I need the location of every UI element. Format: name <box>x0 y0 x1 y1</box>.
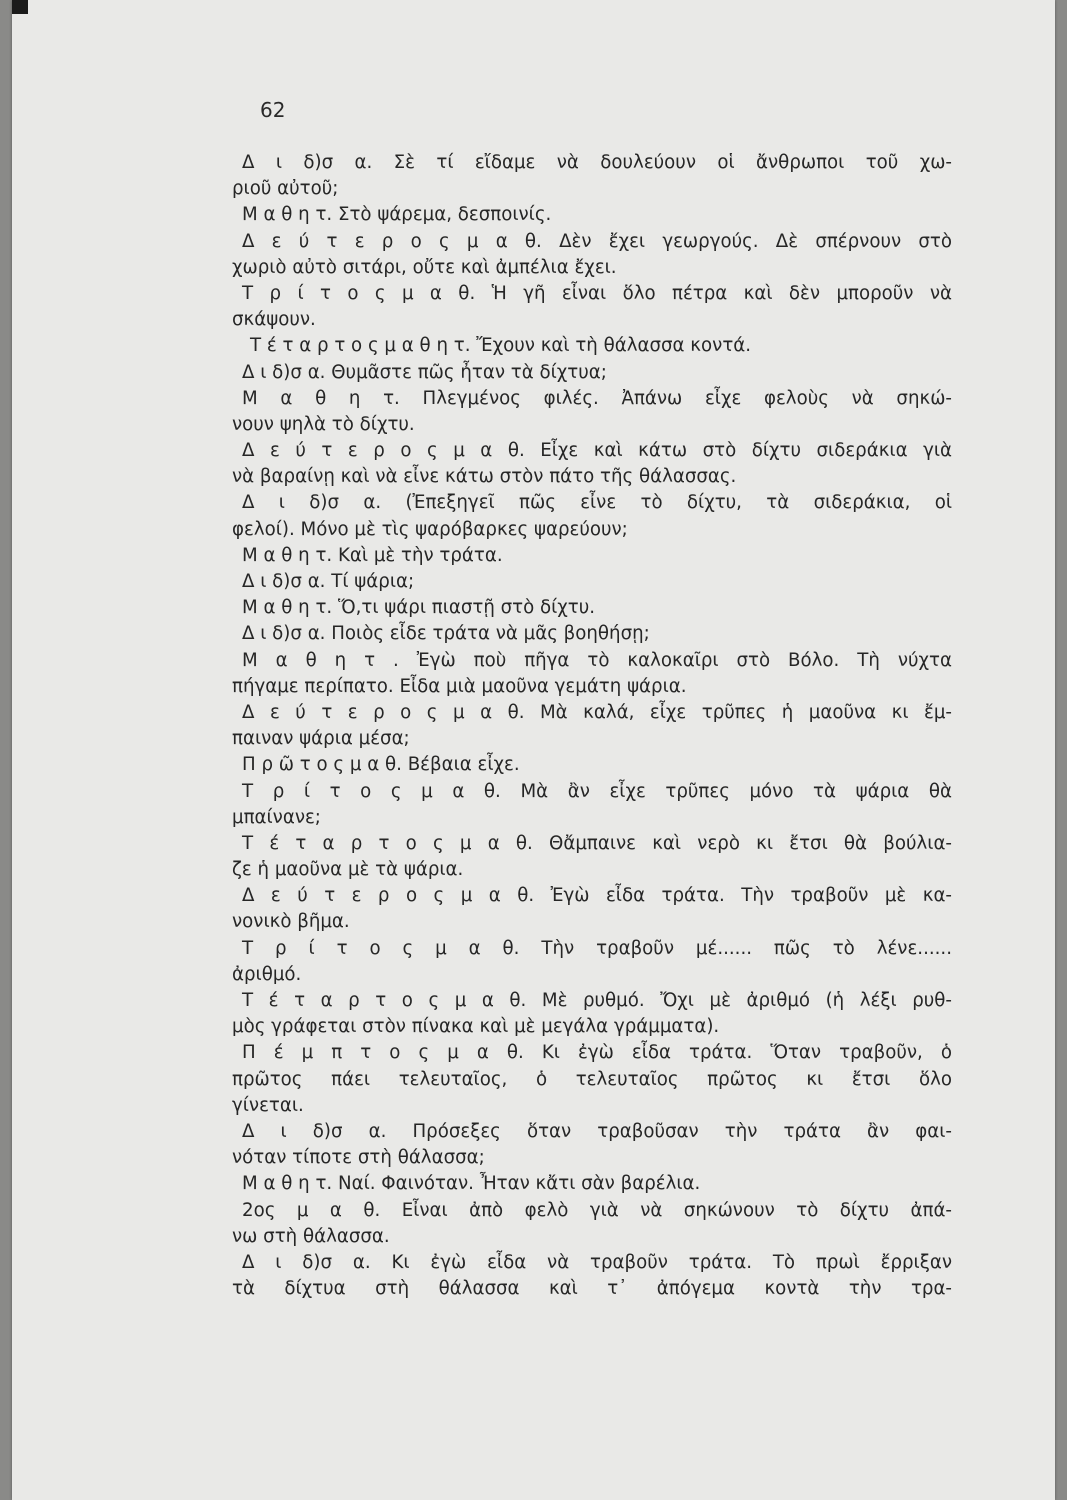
text-line: Τ ρ ί τ ο ς μ α θ. Ἡ γῆ εἶναι ὅλο πέτρα καὶ δὲν μποροῦν νὰ <box>242 282 952 304</box>
text-line: Τ ρ ί τ ο ς μ α θ. Τὴν τραβοῦν μέ...... πῶς τὸ λένε...... <box>242 937 952 959</box>
page-number: 62 <box>260 98 286 122</box>
text-line: τὰ δίχτυα στὴ θάλασσα καὶ τ᾽ ἀπόγεμα κοντὰ τὴν τρα- <box>232 1278 952 1300</box>
text-line: Δ ε ύ τ ε ρ ο ς μ α θ. Μὰ καλά, εἶχε τρῦπες ἡ μαοῦνα κι ἔμ- <box>242 701 952 723</box>
text-line: παιναν ψάρια μέσα; <box>232 728 410 750</box>
text-line: Μ α θ η τ. Ὅ,τι ψάρι πιαστῇ στὸ δίχτυ. <box>242 597 596 619</box>
text-line: Μ α θ η τ. Ναί. Φαινόταν. Ἦταν κἄτι σὰν βαρέλια. <box>242 1173 701 1195</box>
text-line: Δ ι δ)σ α. Πρόσεξες ὅταν τραβοῦσαν τὴν τράτα ἂν φαι- <box>242 1120 952 1142</box>
text-line: Τ έ τ α ρ τ ο ς μ α θ η τ. Ἔχουν καὶ τὴ θάλασσα κοντά. <box>250 335 752 357</box>
text-line: Δ ι δ)σ α. Σὲ τί εἴδαμε νὰ δουλεύουν οἱ ἄνθρωποι τοῦ χω- <box>242 152 952 173</box>
text-line: Τ έ τ α ρ τ ο ς μ α θ. Μὲ ρυθμό. Ὄχι μὲ ἀριθμό (ἡ λέξι ρυθ- <box>242 990 952 1011</box>
text-line: Δ ι δ)σ α. (Ἐπεξηγεῖ πῶς εἶνε τὸ δίχτυ, τὰ σιδεράκια, οἱ <box>242 492 952 514</box>
dialogue-text <box>232 150 952 1302</box>
text-line: νω στὴ θάλασσα. <box>232 1225 390 1247</box>
text-line: Τ ρ ί τ ο ς μ α θ. Μὰ ἂν εἶχε τρῦπες μόνο τὰ ψάρια θὰ <box>242 780 952 802</box>
text-line: Τ έ τ α ρ τ ο ς μ α θ. Θἄμπαινε καὶ νερὸ κι ἔτσι θὰ βούλια- <box>242 832 952 854</box>
text-line: Μ α θ η τ. Καὶ μὲ τὴν τράτα. <box>242 544 503 566</box>
text-line: νόταν τίποτε στὴ θάλασσα; <box>232 1147 485 1169</box>
text-line: Δ ε ύ τ ε ρ ο ς μ α θ. Εἶχε καὶ κάτω στὸ δίχτυ σιδεράκια γιὰ <box>242 440 952 462</box>
text-line: 2ος μ α θ. Εἶναι ἀπὸ φελὸ γιὰ νὰ σηκώνουν τὸ δίχτυ ἀπά- <box>242 1199 952 1221</box>
text-line: γίνεται. <box>232 1094 304 1116</box>
book-page <box>12 0 1055 1500</box>
text-line: πήγαμε περίπατο. Εἶδα μιὰ μαοῦνα γεμάτη ψάρια. <box>232 675 687 697</box>
text-line: ἀριθμό. <box>232 963 302 985</box>
scan-corner-mark <box>12 0 28 14</box>
text-line: χωριὸ αὐτὸ σιτάρι, οὔτε καὶ ἀμπέλια ἔχει. <box>232 256 617 278</box>
text-line: πρῶτος πάει τελευταῖος, ὁ τελευταῖος πρῶτος κι ἔτσι ὅλο <box>232 1068 952 1090</box>
text-line: Δ ι δ)σ α. Θυμᾶστε πῶς ἦταν τὰ δίχτυα; <box>242 361 607 383</box>
text-line: Δ ι δ)σ α. Κι ἐγὼ εἶδα νὰ τραβοῦν τράτα. Τὸ πρωὶ ἔρριξαν <box>242 1251 952 1273</box>
text-line: Δ ι δ)σ α. Ποιὸς εἶδε τράτα νὰ μᾶς βοηθήσῃ; <box>242 623 650 645</box>
text-line: Δ ε ύ τ ε ρ ο ς μ α θ. Ἐγὼ εἶδα τράτα. Τὴν τραβοῦν μὲ κα- <box>242 885 952 907</box>
text-line: Μ α θ η τ . Ἐγὼ ποὺ πῆγα τὸ καλοκαῖρι στὸ Βόλο. Τὴ νύχτα <box>242 649 952 671</box>
text-line: Δ ε ύ τ ε ρ ο ς μ α θ. Δὲν ἔχει γεωργούς. Δὲ σπέρνουν στὸ <box>242 230 952 252</box>
text-line: Π ρ ῶ τ ο ς μ α θ. Βέβαια εἶχε. <box>242 754 520 776</box>
text-line: σκάψουν. <box>232 309 316 331</box>
text-line: νουν ψηλὰ τὸ δίχτυ. <box>232 413 415 435</box>
text-line: Μ α θ η τ. Πλεγμένος φιλές. Ἀπάνω εἶχε φελοὺς νὰ σηκώ- <box>242 387 952 409</box>
text-line: μὸς γράφεται στὸν πίνακα καὶ μὲ μεγάλα γράμματα). <box>232 1016 720 1038</box>
text-line: φελοί). Μόνο μὲ τὶς ψαρόβαρκες ψαρεύουν; <box>232 518 628 540</box>
text-line: Μ α θ η τ. Στὸ ψάρεμα, δεσποινίς. <box>242 204 552 226</box>
text-line: Π έ μ π τ ο ς μ α θ. Κι ἐγὼ εἶδα τράτα. Ὅταν τραβοῦν, ὁ <box>242 1042 952 1064</box>
text-line: μπαίνανε; <box>232 806 321 828</box>
text-line: Δ ι δ)σ α. Τί ψάρια; <box>242 571 415 592</box>
text-line: ριοῦ αὐτοῦ; <box>232 178 339 200</box>
text-line: ζε ἡ μαοῦνα μὲ τὰ ψάρια. <box>232 859 464 881</box>
text-line: νονικὸ βῆμα. <box>232 911 350 933</box>
text-line: νὰ βαραίνῃ καὶ νὰ εἶνε κάτω στὸν πάτο τῆς θάλασσας. <box>232 466 737 488</box>
